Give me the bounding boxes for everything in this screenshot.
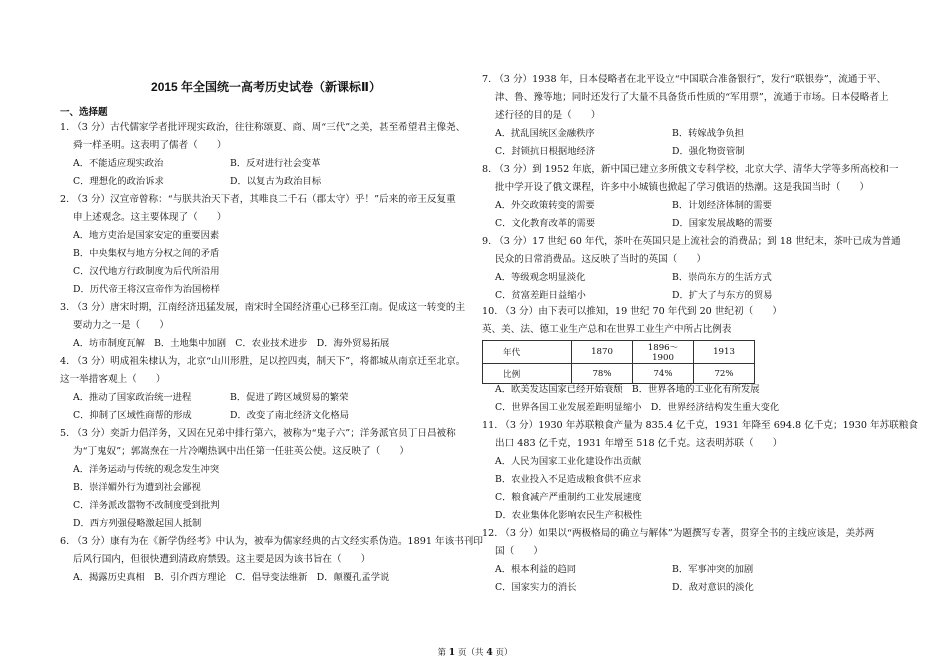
answer-option: C．贫富差距日益缩小 [495, 290, 586, 301]
answer-option: C．国家实力的消长 [495, 582, 577, 593]
answer-option: B．崇尚东方的生活方式 [672, 272, 772, 283]
answer-option: D．历代帝王将汉宣帝作为治国榜样 [73, 284, 220, 295]
answer-option: C．抑制了区域性商帮的形成 [73, 410, 192, 421]
section-heading: 一、选择题 [60, 107, 108, 118]
answer-option: A．推动了国家政治统一进程 [73, 392, 192, 403]
question-text-line: 申上述观念。这主要体现了（ ） [73, 212, 227, 223]
answer-option: C．文化教育改革的需要 [495, 218, 596, 229]
table-cell: 1896～1900 [633, 341, 694, 364]
answer-option: B．计划经济体制的需要 [672, 200, 772, 211]
answer-option: C．封锁抗日根据地经济 [495, 146, 596, 157]
question-text-line: 12. （3 分）如果以“两极格局的确立与解体”为题撰写专著，贯穿全书的主线应该是，美苏两 [482, 528, 875, 539]
question-text-line: 9. （3 分）17 世纪 60 年代，茶叶在英国只是上流社会的消费品；到 18 世纪末，茶叶已成为普通 [482, 236, 901, 247]
answer-option: B．中央集权与地方分权之间的矛盾 [73, 248, 220, 259]
answer-option: A．洋务运动与传统的观念发生冲突 [73, 464, 220, 475]
question-text-line: 批中学开设了俄文课程，许多中小城镇也掀起了学习俄语的热潮。这是我国当时（ ） [495, 182, 870, 193]
footer-total-pages: 4 [486, 647, 493, 658]
answer-option: C．洋务派改嚣物不改制度受到批判 [73, 500, 220, 511]
page-title: 2015 年全国统一高考历史试卷（新课标Ⅱ） [151, 80, 381, 94]
table-cell: 74% [633, 364, 694, 384]
answer-option: A．地方吏治是国家安定的重要因素 [73, 230, 220, 241]
table-header-cell: 比例 [483, 364, 572, 384]
answer-option: A．欧美发达国家已经开始衰颓 B．世界各地的工业化有所发展 [495, 384, 760, 395]
footer-prefix: 第 [437, 648, 449, 658]
footer-middle: 页（共 [455, 648, 487, 658]
question-text-line: 8. （3 分）到 1952 年底，新中国已建立多所俄文专科学校，北京大学、清华大学等多所高校和一 [482, 164, 899, 175]
question-text-line: 5. （3 分）奕訢力倡洋务，又因在兄弟中排行第六，被称为“鬼子六”；洋务派官员丁日昌被称 [60, 428, 456, 439]
answer-option: B．崇洋媚外行为遭到社会鄙视 [73, 482, 201, 493]
table-cell: 1870 [572, 341, 633, 364]
answer-option: D．西方列强侵略激起国人抵制 [73, 518, 202, 529]
answer-option: A．扰乱国统区金融秩序 [495, 128, 595, 139]
answer-option: D．国家发展战略的需要 [672, 218, 773, 229]
question-text-line: 3. （3 分）唐宋时期，江南经济迅猛发展，南宋时全国经济重心已移至江南。促成这一转变的主 [60, 302, 466, 313]
question-text-line: 1. （3 分）古代儒家学者批评现实政治，往往称颂夏、商、周“三代”之美，甚至希望君主像尧、 [60, 122, 466, 133]
question-text-line: 国（ ） [495, 546, 543, 557]
answer-option: C．理想化的政治诉求 [73, 176, 164, 187]
question-text-line: 11. （3 分）1930 年苏联粮食产量为 835.4 亿千克，1931 年降至 694.8 亿千克；1930 年苏联粮食 [482, 420, 919, 431]
question-text-line: 舜一样圣明。这表明了儒者（ ） [73, 140, 227, 151]
question-text-line: 民众的日常消费品。这反映了当时的英国（ ） [495, 254, 707, 265]
question-text-line: 7. （3 分）1938 年，日本侵略者在北平设立“中国联合准备银行”，发行“联银券”，流通于平、 [482, 74, 887, 85]
answer-option: D．以复古为政治目标 [230, 176, 322, 187]
table-cell: 78% [572, 364, 633, 384]
question-text-line: 6. （3 分）康有为在《新学伪经考》中认为，被奉为儒家经典的古文经实系伪造。1891 年该书刊印 [60, 536, 483, 547]
question-text-line: 2. （3 分）汉宣帝曾称：“与朕共治天下者，其唯良二千石（郡太守）乎！”后来的帝王反复重 [60, 194, 456, 205]
answer-option: D．扩大了与东方的贸易 [672, 290, 773, 301]
answer-option: A．根本利益的趋同 [495, 564, 577, 575]
footer-page-number: 1 [448, 647, 456, 658]
answer-option: A．坊市制度瓦解 B．土地集中加剧 C．农业技术进步 D．海外贸易拓展 [73, 338, 390, 349]
industry-share-table [482, 340, 755, 384]
answer-option: A．等级观念明显淡化 [495, 272, 586, 283]
question-text-line: 10. （3 分）由下表可以推知，19 世纪 70 年代到 20 世纪初（ ） [482, 306, 782, 317]
answer-option: A．不能适应现实政治 [73, 158, 164, 169]
answer-option: D．改变了南北经济文化格局 [230, 410, 350, 421]
table-cell: 1913 [694, 341, 755, 364]
footer-suffix: 页） [492, 648, 513, 658]
answer-option: C．汉代地方行政制度为后代所沿用 [73, 266, 220, 277]
page-footer [0, 646, 950, 658]
table-cell: 72% [694, 364, 755, 384]
question-text-line: 英、美、法、德工业生产总和在世界工业生产中所占比例表 [482, 324, 732, 335]
answer-option: B．军事冲突的加剧 [672, 564, 754, 575]
answer-option: B．转嫁战争负担 [672, 128, 744, 139]
question-text-line: 后风行国内，但很快遭到清政府禁毁。这主要是因为该书旨在（ ） [73, 554, 371, 565]
question-text-line: 这一举措客观上（ ） [60, 374, 166, 385]
question-text-line: 4. （3 分）明成祖朱棣认为，北京“山川形胜，足以控四夷，制天下”，将都城从南京迁至北京。 [60, 356, 466, 367]
answer-option: A．外交政策转变的需要 [495, 200, 595, 211]
table-row [483, 364, 755, 384]
question-text-line: 要动力之一是（ ） [73, 320, 169, 331]
answer-option: B．反对进行社会变革 [230, 158, 321, 169]
answer-option: D．强化物资管制 [672, 146, 745, 157]
answer-option: A．人民为国家工业化建设作出贡献 [495, 456, 642, 467]
table-row [483, 341, 755, 364]
question-text-line: 述行径的目的是（ ） [495, 110, 601, 121]
answer-option: B．促进了跨区域贸易的繁荣 [230, 392, 349, 403]
answer-option: C．世界各国工业发展差距明显缩小 D．世界经济结构发生重大变化 [495, 402, 780, 413]
answer-option: C．粮食减产严重制约工业发展速度 [495, 492, 642, 503]
answer-option: A．揭露历史真相 B．引介西方理论 C．倡导变法维新 D．颠覆孔孟学说 [73, 572, 390, 583]
table-header-cell: 年代 [483, 341, 572, 364]
answer-option: B．农业投入不足造成粮食供不应求 [495, 474, 642, 485]
question-text-line: 出口 483 亿千克，1931 年增至 518 亿千克。这表明苏联（ ） [495, 438, 783, 449]
answer-option: D．敌对意识的淡化 [672, 582, 754, 593]
answer-option: D．农业集体化影响农民生产积极性 [495, 510, 642, 521]
question-text-line: 津、鲁、豫等地；同时还发行了大量不具备货币性质的“军用票”，流通于市场。日本侵略者上 [495, 92, 889, 103]
question-text-line: 为“丁鬼奴”；郭嵩焘在一片冷嘲热讽中出任第一任驻英公使。这反映了（ ） [73, 446, 409, 457]
